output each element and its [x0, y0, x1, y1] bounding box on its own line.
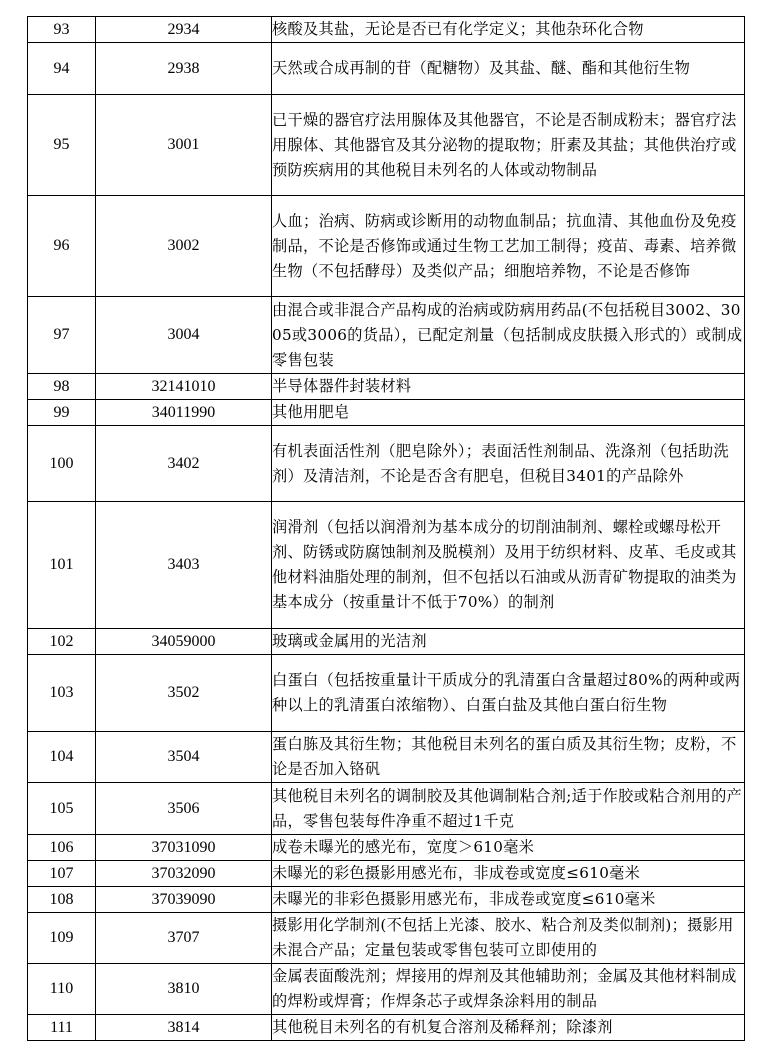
table-row — [28, 17, 745, 43]
tariff-code: 32141010 — [96, 374, 272, 400]
tariff-code: 3814 — [96, 1015, 272, 1041]
product-description: 已干燥的器官疗法用腺体及其他器官，不论是否制成粉末；器官疗法用腺体、其他器官及其分泌物的提取物；肝素及其盐；其他供治疗或预防疾病用的其他税目未列名的人体或动物制品 — [272, 95, 745, 196]
row-number: 101 — [28, 502, 96, 629]
tariff-code: 34011990 — [96, 400, 272, 426]
product-description: 核酸及其盐，无论是否已有化学定义；其他杂环化合物 — [272, 17, 745, 43]
product-description: 天然或合成再制的苷（配糖物）及其盐、醚、酯和其他衍生物 — [272, 43, 745, 95]
tariff-code: 3506 — [96, 783, 272, 835]
row-number: 95 — [28, 95, 96, 196]
product-description: 润滑剂（包括以润滑剂为基本成分的切削油制剂、螺栓或螺母松开剂、防锈或防腐蚀制剂及脱模剂）及用于纺织材料、皮革、毛皮或其他材料油脂处理的制剂，但不包括以石油或从沥青矿物提取的油类为基本成分（按重量计不低于70%）的制剂 — [272, 502, 745, 629]
tariff-code: 2934 — [96, 17, 272, 43]
tariff-code: 3502 — [96, 655, 272, 732]
tariff-code: 3004 — [96, 297, 272, 374]
row-number: 111 — [28, 1015, 96, 1041]
table-row — [28, 95, 745, 196]
row-number: 98 — [28, 374, 96, 400]
product-description: 半导体器件封装材料 — [272, 374, 745, 400]
table-row — [28, 732, 745, 783]
table-row — [28, 196, 745, 297]
tariff-code: 3504 — [96, 732, 272, 783]
row-number: 103 — [28, 655, 96, 732]
row-number: 97 — [28, 297, 96, 374]
tariff-code: 37032090 — [96, 861, 272, 887]
row-number: 100 — [28, 426, 96, 502]
row-number: 94 — [28, 43, 96, 95]
product-description: 未曝光的彩色摄影用感光布，非成卷或宽度≤610毫米 — [272, 861, 745, 887]
product-description: 摄影用化学制剂(不包括上光漆、胶水、粘合剂及类似制剂)；摄影用未混合产品；定量包装或零售包装可立即使用的 — [272, 913, 745, 964]
product-description: 其他用肥皂 — [272, 400, 745, 426]
table-row — [28, 1015, 745, 1041]
row-number: 93 — [28, 17, 96, 43]
row-number: 106 — [28, 835, 96, 861]
product-description: 未曝光的非彩色摄影用感光布，非成卷或宽度≤610毫米 — [272, 887, 745, 913]
row-number: 99 — [28, 400, 96, 426]
tariff-code: 3402 — [96, 426, 272, 502]
table-row — [28, 43, 745, 95]
row-number: 104 — [28, 732, 96, 783]
table-row — [28, 374, 745, 400]
tariff-code: 3810 — [96, 964, 272, 1015]
table-row — [28, 913, 745, 964]
product-description: 其他税目未列名的有机复合溶剂及稀释剂；除漆剂 — [272, 1015, 745, 1041]
table-row — [28, 964, 745, 1015]
table-row — [28, 629, 745, 655]
product-description: 成卷未曝光的感光布，宽度＞610毫米 — [272, 835, 745, 861]
product-description: 由混合或非混合产品构成的治病或防病用药品(不包括税目3002、3005或3006的货品），已配定剂量（包括制成皮肤摄入形式的）或制成零售包装 — [272, 297, 745, 374]
tariff-code: 3002 — [96, 196, 272, 297]
tariff-code: 37039090 — [96, 887, 272, 913]
table-row — [28, 887, 745, 913]
row-number: 110 — [28, 964, 96, 1015]
table-row — [28, 297, 745, 374]
product-description: 蛋白胨及其衍生物；其他税目未列名的蛋白质及其衍生物；皮粉，不论是否加入铬矾 — [272, 732, 745, 783]
customs-product-table — [27, 16, 745, 1041]
tariff-code: 3707 — [96, 913, 272, 964]
row-number: 102 — [28, 629, 96, 655]
tariff-code: 37031090 — [96, 835, 272, 861]
row-number: 107 — [28, 861, 96, 887]
table-row — [28, 835, 745, 861]
table-row — [28, 655, 745, 732]
tariff-code: 3403 — [96, 502, 272, 629]
product-description: 人血；治病、防病或诊断用的动物血制品；抗血清、其他血份及免疫制品，不论是否修饰或通过生物工艺加工制得；疫苗、毒素、培养微生物（不包括酵母）及类似产品；细胞培养物，不论是否修饰 — [272, 196, 745, 297]
row-number: 96 — [28, 196, 96, 297]
table-row — [28, 502, 745, 629]
tariff-code: 3001 — [96, 95, 272, 196]
table-row — [28, 400, 745, 426]
product-description: 其他税目未列名的调制胶及其他调制粘合剂;适于作胶或粘合剂用的产品，零售包装每件净重不超过1千克 — [272, 783, 745, 835]
row-number: 109 — [28, 913, 96, 964]
product-description: 玻璃或金属用的光洁剂 — [272, 629, 745, 655]
row-number: 105 — [28, 783, 96, 835]
table-row — [28, 861, 745, 887]
product-description: 有机表面活性剂（肥皂除外）；表面活性剂制品、洗涤剂（包括助洗剂）及清洁剂，不论是否含有肥皂，但税目3401的产品除外 — [272, 426, 745, 502]
row-number: 108 — [28, 887, 96, 913]
table-row — [28, 426, 745, 502]
table-row — [28, 783, 745, 835]
tariff-code: 34059000 — [96, 629, 272, 655]
product-description: 金属表面酸洗剂；焊接用的焊剂及其他辅助剂；金属及其他材料制成的焊粉或焊膏；作焊条芯子或焊条涂料用的制品 — [272, 964, 745, 1015]
tariff-code: 2938 — [96, 43, 272, 95]
product-description: 白蛋白（包括按重量计干质成分的乳清蛋白含量超过80%的两种或两种以上的乳清蛋白浓缩物）、白蛋白盐及其他白蛋白衍生物 — [272, 655, 745, 732]
